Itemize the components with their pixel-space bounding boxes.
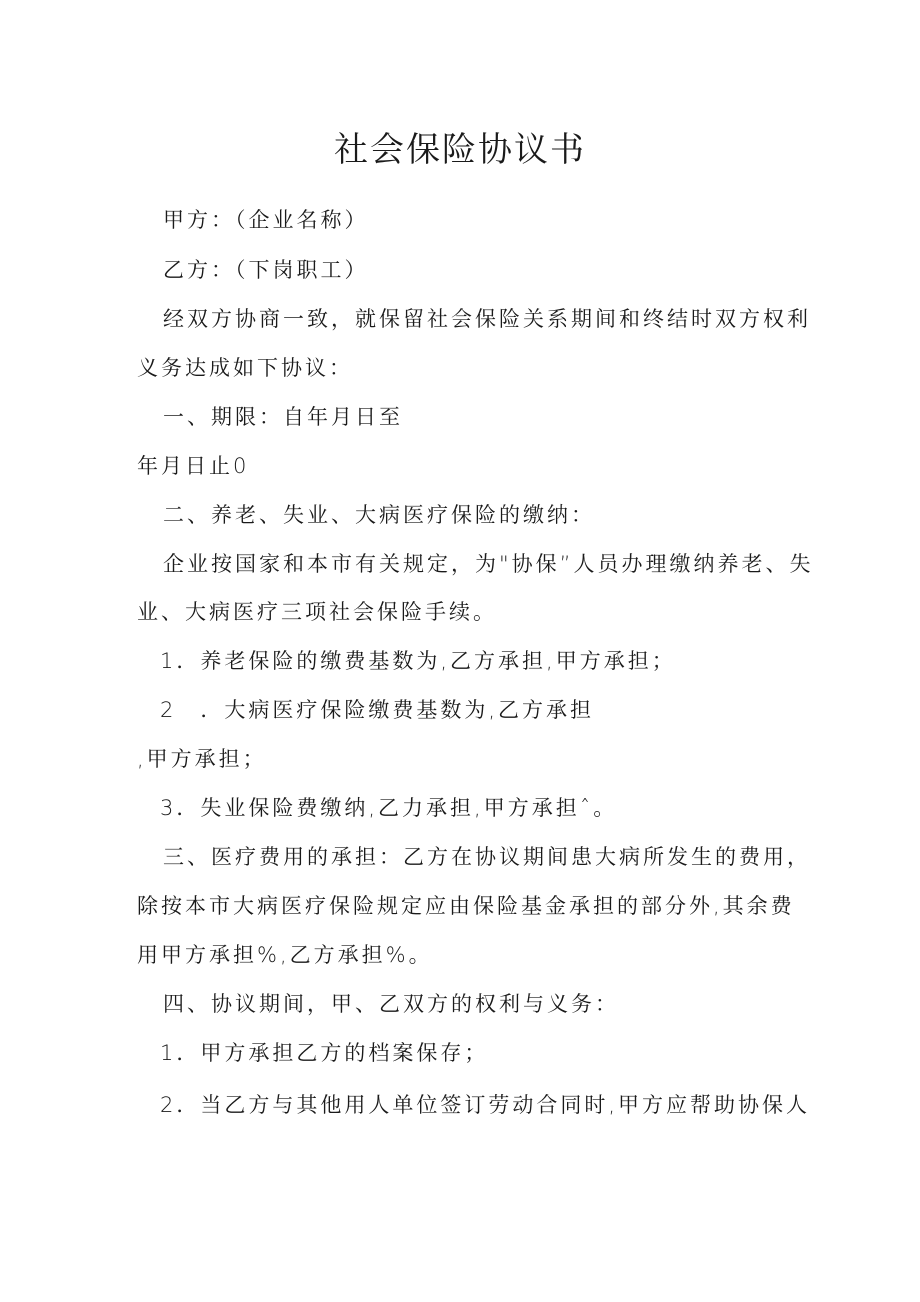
section-2-para-line-1: 企业按国家和本市有关规定，为"协保”人员办理缴纳养老、失 <box>163 552 814 576</box>
section-4-item-2: 2．当乙方与其他用人单位签订劳动合同时,甲方应帮助协保人 <box>160 1093 811 1117</box>
preamble-line-1: 经双方协商一致，就保留社会保险关系期间和终结时双方权利 <box>163 307 811 331</box>
section-2-para-line-2: 业、大病医疗三项社会保险手续。 <box>137 600 497 624</box>
item-medical-line-1: 2 ．大病医疗保险缴费基数为,乙方承担 <box>160 698 595 722</box>
party-b-line: 乙方：（下岗职工） <box>163 258 369 282</box>
term-line-1: 一、期限：自年月日至 <box>163 405 403 429</box>
item-pension: 1．养老保险的缴费基数为,乙方承担,甲方承担； <box>160 649 676 673</box>
item-medical-line-2: ,甲方承担； <box>137 747 267 771</box>
section-2-heading: 二、养老、失业、大病医疗保险的缴纳： <box>163 503 595 527</box>
document-title: 社会保险协议书 <box>334 130 586 170</box>
section-3-line-1: 三、医疗费用的承担：乙方在协议期间患大病所发生的费用， <box>163 845 811 869</box>
item-unemployment: 3．失业保险费缴纳,乙力承担,甲方承担ˆ。 <box>160 796 618 820</box>
party-a-line: 甲方：（企业名称） <box>163 208 369 232</box>
section-3-line-2: 除按本市大病医疗保险规定应由保险基金承担的部分外,其余费 <box>137 894 795 918</box>
term-line-2: 年月日止0 <box>137 454 250 478</box>
section-4-heading: 四、协议期间，甲、乙双方的权利与义务： <box>163 992 619 1016</box>
preamble-line-2: 义务达成如下协议： <box>137 356 353 380</box>
section-4-item-1: 1．甲方承担乙方的档案保存； <box>160 1041 489 1065</box>
section-3-line-3: 用甲方承担%,乙方承担%。 <box>137 943 433 967</box>
